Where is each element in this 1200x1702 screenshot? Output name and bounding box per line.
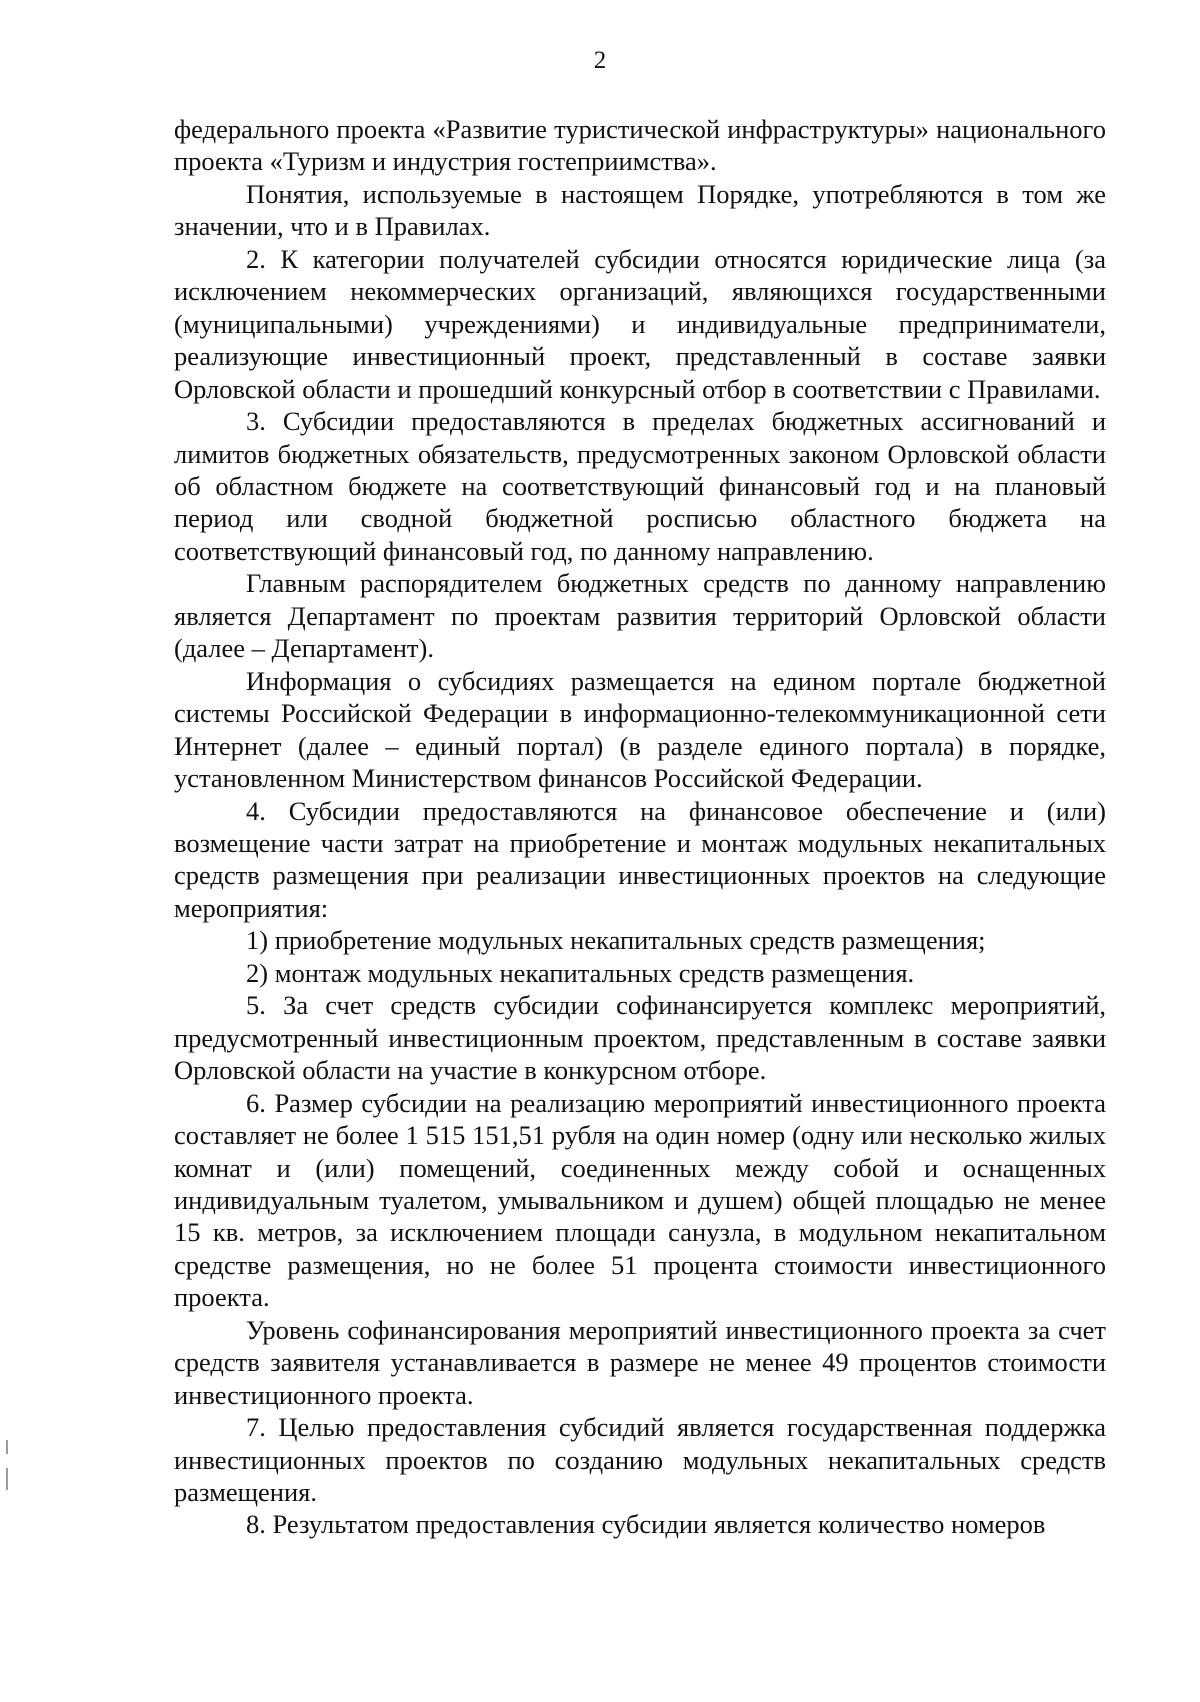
paragraph-item-3: 3. Субсидии предоставляются в пределах бюджетных ассигнований и лимитов бюджетных обязательств, предусмотренных законом Орловской области об областном бюджете на соответствующий финансовый год и на плановый период или сводной бюджетной росписью областного бюджета на соответствующий финансовый год, по данному направлению. bbox=[174, 406, 1106, 566]
paragraph-main-administrator: Главным распорядителем бюджетных средств по данному направлению является Департамент по проектам развития территорий Орловской области (далее – Департамент). bbox=[174, 568, 1106, 664]
paragraph-item-6: 6. Размер субсидии на реализацию мероприятий инвестиционного проекта составляет не более 1 515 151,51 рубля на один номер (одну или несколько жилых комнат и (или) помещений, соединенных между собой и оснащенных индивидуальным туалетом, умывальником и душем) общей площадью не менее 15 кв. метров, за исключением площади санузла, в модульном некапитальном средстве размещения, но не более 51 процента стоимости инвестиционного проекта. bbox=[174, 1087, 1106, 1313]
paragraph-continuation: федерального проекта «Развитие туристической инфраструктуры» национального проекта «Туризм и индустрия гостеприимства». bbox=[174, 114, 1106, 177]
paragraph-subitem-2: 2) монтаж модульных некапитальных средств размещения. bbox=[246, 957, 915, 988]
paragraph-subitem-1: 1) приобретение модульных некапитальных средств размещения; bbox=[246, 925, 986, 956]
scan-margin-mark bbox=[6, 1468, 8, 1490]
paragraph-portal-info: Информация о субсидиях размещается на едином портале бюджетной системы Российской Федерации в информационно-телекоммуникационной сети Интернет (далее – единый портал) (в разделе единого портала) в порядке, установленном Министерством финансов Российской Федерации. bbox=[174, 665, 1106, 794]
paragraph-definitions: Понятия, используемые в настоящем Порядке, употребляются в том же значении, что и в Правилах. bbox=[174, 178, 1106, 242]
paragraph-cofinancing: Уровень софинансирования мероприятий инвестиционного проекта за счет средств заявителя устанавливается в размере не менее 49 процентов стоимости инвестиционного проекта. bbox=[174, 1314, 1106, 1410]
paragraph-item-4: 4. Субсидии предоставляются на финансовое обеспечение и (или) возмещение части затрат на приобретение и монтаж модульных некапитальных средств размещения при реализации инвестиционных проектов на следующие мероприятия: bbox=[174, 795, 1106, 923]
paragraph-item-8: 8. Результатом предоставления субсидии является количество номеров bbox=[246, 1509, 1046, 1540]
page-number: 2 bbox=[593, 47, 607, 74]
paragraph-item-5: 5. За счет средств субсидии софинансируется комплекс мероприятий, предусмотренный инвестиционным проектом, представленным в составе заявки Орловской области на участие в конкурсном отборе. bbox=[174, 990, 1106, 1086]
paragraph-item-2: 2. К категории получателей субсидии относятся юридические лица (за исключением некоммерческих организаций, являющихся государственными (муниципальными) учреждениями) и индивидуальные предприниматели, реализующие инвестиционный проект, представленный в составе заявки Орловской области и прошедший конкурсный отбор в соответствии с Правилами. bbox=[174, 243, 1106, 404]
scan-margin-mark bbox=[6, 1440, 8, 1454]
paragraph-item-7: 7. Целью предоставления субсидий является государственная поддержка инвестиционных проектов по созданию модульных некапитальных средств размещения. bbox=[174, 1412, 1106, 1508]
document-body bbox=[174, 113, 1106, 1541]
